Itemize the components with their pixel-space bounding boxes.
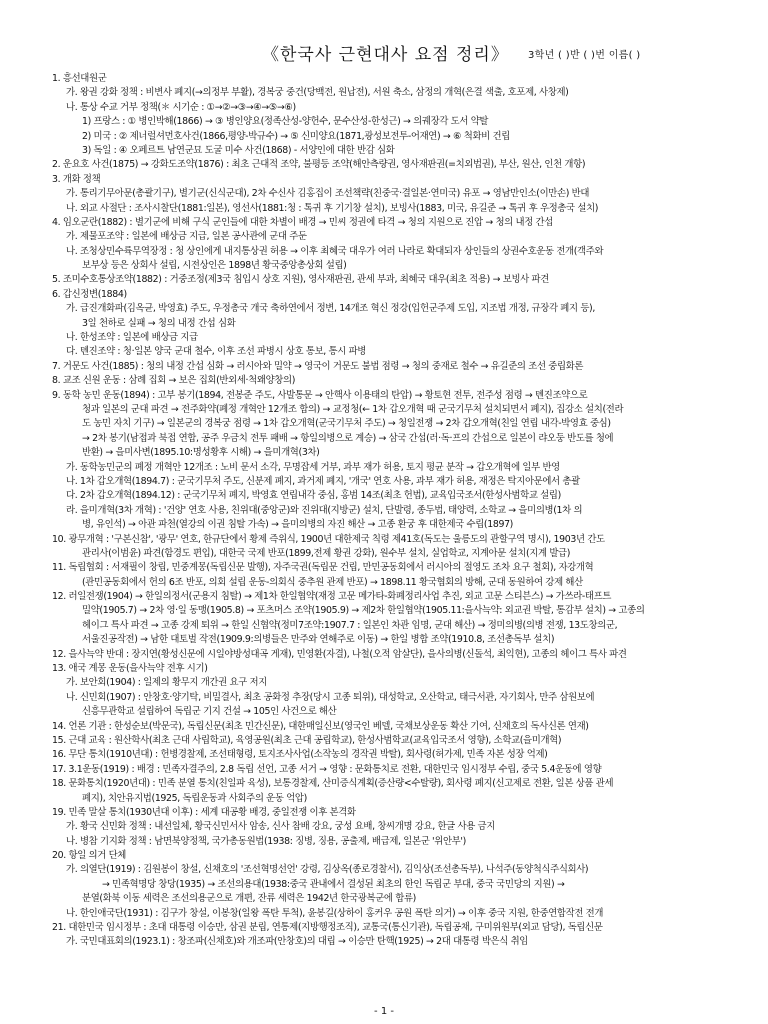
text-line: 13. 애국 계몽 운동(을사늑약 전후 시기) [52, 663, 208, 675]
text-line: 관리사(이범윤) 파견(함경도 편입), 대한국 국제 반포(1899,전제 황권 강화), 원수부 설치, 실업학교, 지계아문 설치(지계 발급) [82, 547, 571, 559]
text-line: 3) 독일 : ④ 오페르트 남연군묘 도굴 미수 사건(1868) - 서양인에 대한 반감 심화 [82, 144, 395, 156]
text-line: 나. 신민회(1907) : 안창호·양기탁, 비밀결사, 최초 공화정 추장(당시 고종 퇴위), 대성학교, 오산학교, 태극서관, 자기회사, 만주 삼원보에 [66, 691, 595, 703]
text-line: 도 농민 자치 기구) → 일본군의 경복궁 점령 → 1차 갑오개혁(군국기무처 주도) → 청일전쟁 → 2차 갑오개혁(친일 연립 내각-박영효 중심) [82, 418, 611, 430]
text-line: 분열(화북 이동 세력은 조선의용군으로 개편, 잔류 세력은 1942년 한국광복군에 합류) [82, 893, 416, 905]
text-line: 1. 흥선대원군 [52, 73, 107, 84]
text-line: 6. 갑신정변(1884) [52, 288, 127, 300]
document-title: 《한국사 근현대사 요점 정리》 [262, 45, 509, 65]
text-line: 폐지), 치안유지법(1925, 독립운동과 사회주의 운동 억압) [82, 792, 307, 804]
text-line: 5. 조미수호통상조약(1882) : 거중조정(제3국 침입시 상호 지원), 영사재판권, 관세 부과, 최혜국 대우(최초 적용) → 보빙사 파견 [52, 274, 549, 286]
text-line: 1) 프랑스 : ① 병인박해(1866) → ③ 병인양요(정족산성-양헌수, 문수산성-한성근) → 의궤장각 도서 약탈 [82, 116, 489, 128]
document-header [0, 40, 768, 74]
text-line: 청과 일본의 군대 파견 → 전주화약(폐정 개혁안 12개조 합의) → 교정청(← 1차 갑오개혁 때 군국기무처 설치되면서 폐지), 집강소 설치(전라 [82, 403, 624, 415]
text-line: 12. 을사늑약 반대 : 장지연(황성신문에 시일야방성대곡 게재), 민영환(자결), 나철(오적 암살단), 을사의병(신돌석, 최익현), 고종의 헤이그 특사 파견 [52, 648, 627, 660]
text-line: 가. 급진개화파(김옥균, 박영효) 주도, 우정총국 개국 축하연에서 정변, 14개조 혁신 정강(입헌군주제 도입, 지조법 개정, 규장각 폐지 등), [66, 303, 595, 315]
text-line: 16. 무단 통치(1910년대) : 헌병경찰제, 조선태형령, 토지조사사업(소작농의 경작권 박탈), 회사령(허가제, 민족 자본 성장 억제) [52, 749, 548, 761]
text-line: 10. 광무개혁 : '구본신참', '광무' 연호, 한규단에서 황제 즉위식, 1900년 대한제국 칙령 제41호(독도는 울릉도의 관할구역 명시), 1903년 간도 [52, 533, 605, 545]
text-line: 헤이그 특사 파견 → 고종 강제 퇴위 → 한일 신협약(정미7조약:1907.7 : 일본인 차관 임명, 군대 해산) → 정미의병(의병 전쟁, 13도창의군, [82, 619, 618, 631]
text-line: 11. 독립협회 : 서재필이 창립, 민중계몽(독립신문 발행), 자주국권(독립문 건립, 만민공동회에서 러시아의 절영도 조차 요구 철회), 자강개혁 [52, 562, 594, 574]
text-line: 다. 2차 갑오개혁(1894.12) : 군국기무처 폐지, 박영효 연립내각 중심, 홍범 14조(최초 헌법), 교육입국조서(한성사범학교 설립) [66, 490, 561, 502]
text-line: → 민족혁명당 창당(1935) → 조선의용대(1938:중국 관내에서 결성된 최초의 한인 독립군 부대, 중국 국민당의 지원) → [102, 878, 565, 890]
text-line: 나. 조청상민수륙무역장정 : 청 상인에게 내지통상권 허용 → 이후 최혜국 대우가 여러 나라로 확대되자 상인들의 상권수호운동 전개(객주와 [66, 245, 604, 257]
text-line: 가. 통리기무아문(총괄기구), 별기군(신식군대), 2차 수신사 김홍집이 조선책략(친중국·결일본·연미국) 유포 → 영남만인소(이만손) 반대 [66, 188, 590, 200]
text-line: 2. 운요호 사건(1875) → 강화도조약(1876) : 최초 근대적 조약, 불평등 조약(해안측량권, 영사재판권(=치외법권), 부산, 원산, 인천 개항) [52, 159, 586, 171]
text-line: 21. 대한민국 임시정부 : 초대 대통령 이승만, 삼권 분립, 연통제(지방행정조직), 교통국(통신기관), 독립공채, 구미위원부(외교 담당), 독립신문 [52, 922, 603, 934]
text-line: 나. 통상 수교 거부 정책(＊ 시기순 : ①→②→③→④→⑤→⑥) [66, 101, 296, 113]
text-line: 2) 미국 : ② 제너럴셔먼호사건(1866,평양-박규수) → ⑤ 신미양요(1871,광성보전투-어재연) → ⑥ 척화비 건립 [82, 130, 510, 142]
text-line: 가. 동학농민군의 폐정 개혁안 12개조 : 노비 문서 소각, 무명잡세 거부, 과부 재가 허용, 토지 평균 분작 → 갑오개혁에 일부 반영 [66, 461, 560, 473]
text-line: 병, 유인석) → 아관 파천(열강의 이권 침탈 가속) → 을미의병의 자진 해산 → 고종 환궁 후 대한제국 수립(1897) [82, 519, 513, 531]
text-line: 7. 거문도 사건(1885) : 청의 내정 간섭 심화 → 러시아와 밀약 → 영국이 거문도 불법 점령 → 청의 중재로 철수 → 유길준의 조선 중립화론 [52, 360, 584, 372]
text-line: 18. 문화통치(1920년대) : 민족 분열 통치(친일파 육성), 보통경찰제, 산미증식계획(증산량<수탈량), 회사령 폐지(신고제로 전환, 일본 상품 관세 [52, 778, 614, 790]
text-line: 밀약(1905.7) → 2차 영·일 동맹(1905.8) → 포츠머스 조약(1905.9) → 제2차 한일협약(1905.11:을사늑약: 외교권 박탈, 통감부 설치) → 고종의 [82, 605, 645, 617]
text-line: 나. 한인애국단(1931) : 김구가 창설, 이봉창(일왕 폭탄 투척), 윤봉길(상하이 홍커우 공원 폭탄 의거) → 이후 중국 지원, 한중연합작전 전개 [66, 907, 604, 919]
text-line: 14. 언론 기관 : 한성순보(박문국), 독립신문(최초 민간신문), 대한매일신보(영국인 베델, 국채보상운동 확산 기여, 신채호의 독사신론 연재) [52, 720, 589, 732]
text-line: 가. 보안회(1904) : 일제의 황무지 개간권 요구 저지 [66, 677, 267, 689]
text-line: 3일 천하로 실패 → 청의 내정 간섭 심화 [82, 317, 236, 329]
text-line: 서울진공작전) → 남한 대토벌 작전(1909.9:의병들은 만주와 연해주로 이동) → 한일 병합 조약(1910.8, 조선총독부 설치) [82, 634, 555, 646]
text-line: 19. 민족 말살 통치(1930년대 이후) : 세계 대공황 배경, 중일전쟁 이후 본격화 [52, 806, 356, 818]
text-line: 신흥무관학교 설립하여 독립군 기지 건설 → 105인 사건으로 해산 [82, 706, 337, 718]
text-line: 나. 외교 사절단 : 조사시찰단(1881:일본), 영선사(1881:청 : 톡귀 후 기기창 설치), 보빙사(1883, 미국, 유길준 → 톡귀 후 우정총국 설치) [66, 202, 599, 214]
text-line: 9. 동학 농민 운동(1894) : 고부 봉기(1894, 전봉준 주도, 사발통문 → 안핵사 이용태의 탄압) → 황토현 전투, 전주성 점령 → 톈진조약으로 [52, 389, 588, 401]
text-line: 17. 3.1운동(1919) : 배경 : 민족자결주의, 2.8 독립 선언, 고종 서거 → 영향 : 문화통치로 전환, 대한민국 임시정부 수립, 중국 5.4운동에 영향 [52, 763, 602, 775]
text-line: 가. 제물포조약 : 일본에 배상금 지급, 일본 공사관에 군대 주둔 [66, 231, 307, 243]
text-line: 나. 1차 갑오개혁(1894.7) : 군국기무처 주도, 신분제 폐지, 과거제 폐지, '개국' 연호 사용, 과부 재가 허용, 재정은 탁지아문에서 총괄 [66, 475, 580, 487]
text-line: 나. 병참 기지화 정책 : 남면북양정책, 국가총동원법(1938: 징병, 징용, 공출제, 배급제, 일본군 '위안부') [66, 835, 466, 847]
document-body [38, 72, 738, 950]
text-line: 다. 톈진조약 : 청·일본 양국 군대 철수, 이후 조선 파병시 상호 통보, 통시 파병 [66, 346, 367, 358]
text-line: 4. 임오군란(1882) : 별기군에 비해 구식 군인들에 대한 차별이 배경 → 민씨 정권에 타격 → 청의 지원으로 진압 → 청의 내정 간섭 [52, 216, 553, 228]
text-line: 가. 황국 신민화 정책 : 내선일체, 황국신민서사 암송, 신사 참배 강요, 궁성 요배, 창씨개명 강요, 한글 사용 금지 [66, 821, 495, 833]
text-line: 20. 항일 의거 단체 [52, 850, 126, 862]
text-line: 12. 러일전쟁(1904) → 한일의정서(군용지 침탈) → 제1차 한일협약(재정 고문 메가타-화폐정리사업 추진, 외교 고문 스티븐스) → 가쓰라-태프트 [52, 591, 612, 603]
text-line: 가. 의열단(1919) : 김원봉이 창설, 신채호의 '조선혁명선언' 강령, 김상옥(종로경찰서), 김익상(조선총독부), 나석주(동양척식주식회사) [66, 864, 589, 876]
text-line: 가. 국민대표회의(1923.1) : 창조파(신채호)와 개조파(안창호)의 대립 → 이승만 탄핵(1925) → 2대 대통령 박은식 취임 [66, 936, 529, 948]
text-line: → 2차 봉기(남접과 북접 연합, 공주 우금치 전투 패배 → 항일의병으로 계승) → 삼국 간섭(러·독·프의 간섭으로 일본이 랴오둥 반도를 청에 [82, 432, 614, 444]
text-line: 반환) → 을미사변(1895.10:명성황후 시해) → 을미개혁(3차) [82, 447, 320, 459]
text-line: 나. 한성조약 : 일본에 배상금 지급 [66, 332, 198, 344]
text-line: 가. 왕권 강화 정책 : 비변사 폐지(→의정부 부활), 경복궁 중건(당백전, 원납전), 서원 축소, 삼정의 개혁(은결 색출, 호포제, 사창제) [66, 87, 569, 99]
text-line: 보부상 등은 상회사 설립, 시전상인은 1898년 황국중앙총상회 설립) [82, 260, 347, 272]
student-info: 3학년 ( )반 ( )번 이름( ) [528, 50, 641, 61]
text-line: 3. 개화 정책 [52, 173, 101, 185]
page-number: - 1 - [374, 1006, 394, 1017]
text-line: 라. 을미개혁(3차 개혁) : '건양' 연호 사용, 친위대(중앙군)와 진위대(지방군) 설치, 단발령, 종두법, 태양력, 소학교 → 을미의병(1차 의 [66, 504, 583, 516]
text-line: 15. 근대 교육 : 원산학사(최초 근대 사립학교), 육영공원(최초 근대 공립학교), 한성사범학교(교육입국조서 영향), 소학교(을미개혁) [52, 734, 562, 746]
text-line: (관민공동회에서 헌의 6조 반포, 의회 설립 운동-의회식 중추원 관제 반포) → 1898.11 황국협회의 방해, 군대 동원하여 강제 해산 [82, 576, 583, 588]
text-line: 8. 교조 신원 운동 : 삼례 집회 → 보은 집회(반외세·척왜양창의) [52, 375, 296, 387]
